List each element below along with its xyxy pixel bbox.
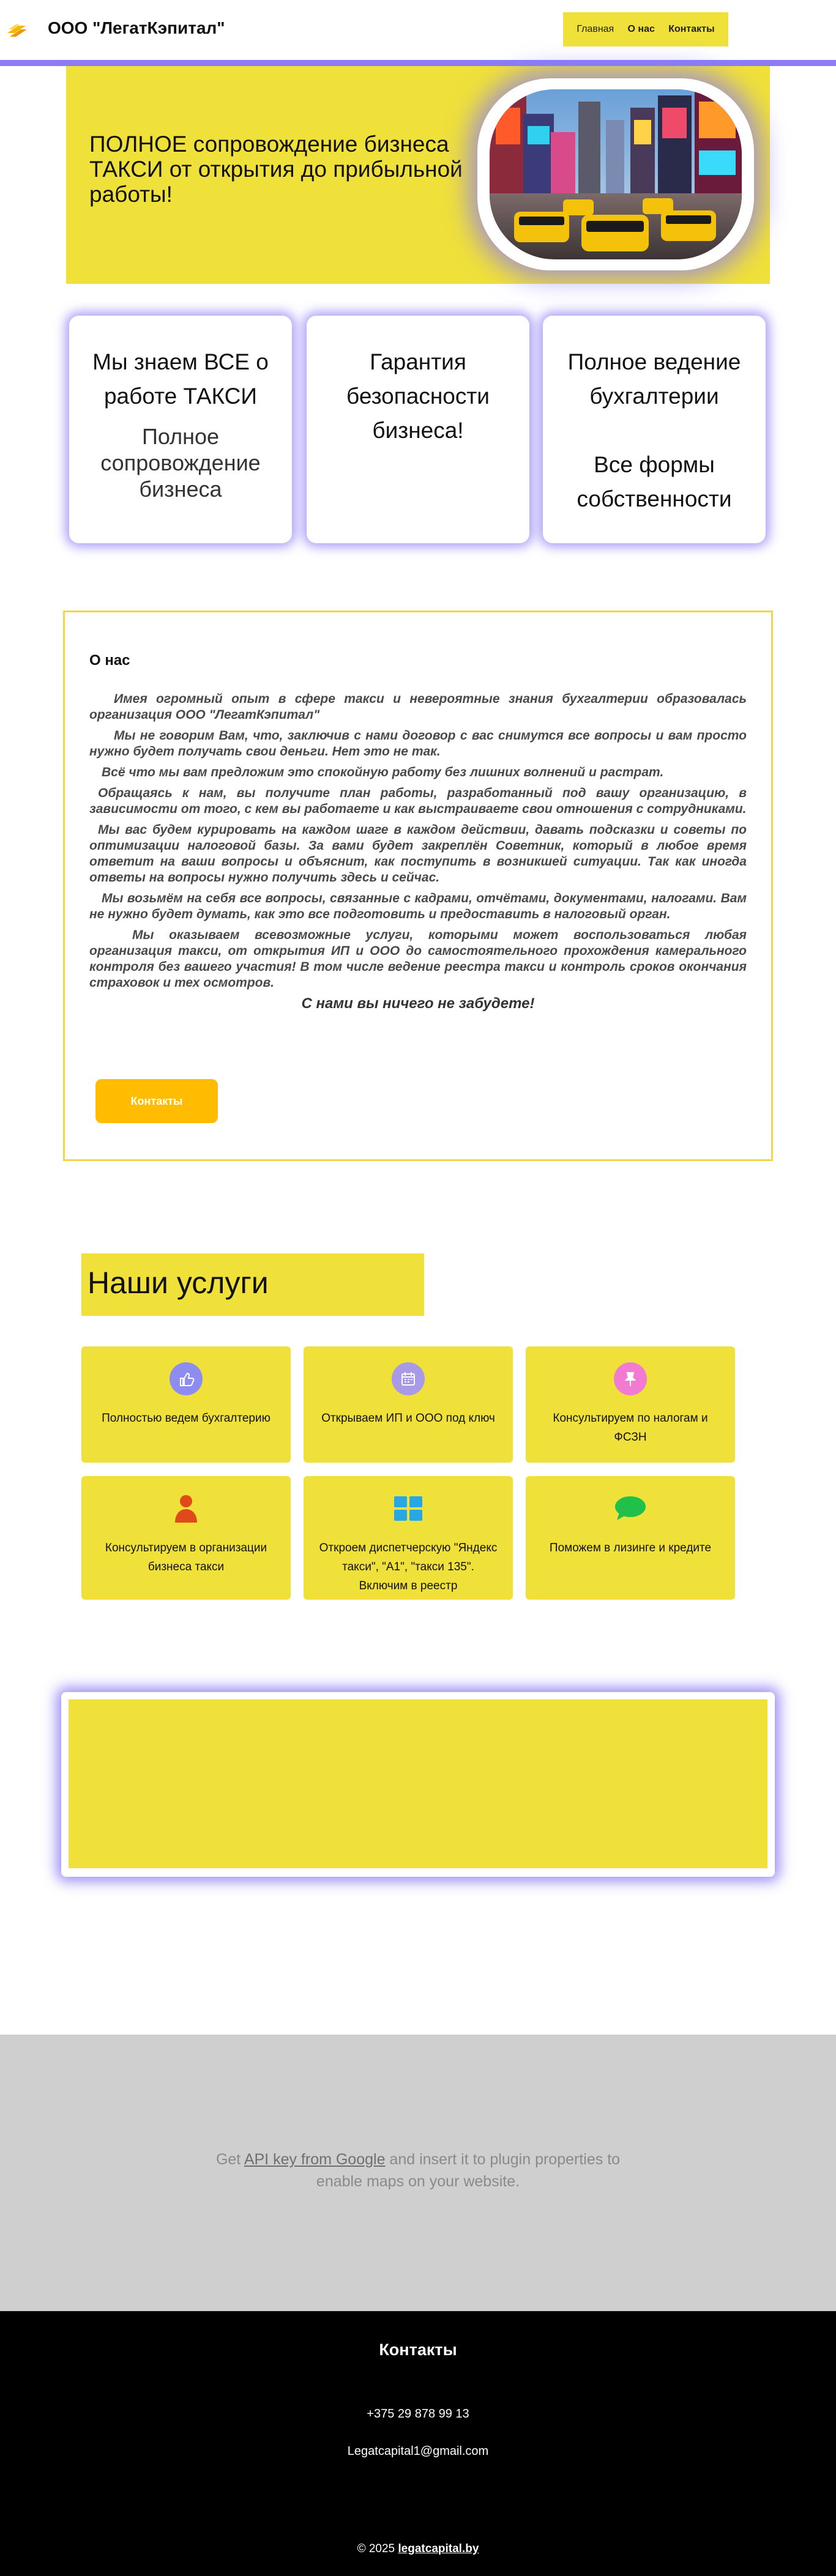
about-paragraph: Обращаясь к нам, вы получите план работы, разработанный под вашу организацию, в зависимости от того, с кем вы работаете и как выстраиваете свои отношения с сотрудниками. [89,786,747,816]
service-text: Открываем ИП и ООО под ключ [321,1412,495,1425]
service-card [526,1346,735,1463]
feature-card-security [307,316,529,543]
feature-card-line: бухгалтерии [589,384,719,409]
service-card [526,1476,735,1600]
hero-title: ПОЛНОЕ сопровождение бизнеса ТАКСИ от открытия до прибыльной работы! [89,132,463,207]
feature-card-line: работе ТАКСИ [103,384,257,409]
about-paragraph: Мы не говорим Вам, что, заключив с нами договор с вас снимутся все вопросы и вам просто нужно будет получать свои деньги. Нет это не так. [89,729,747,759]
service-card [304,1476,513,1600]
contacts-button[interactable]: Контакты [95,1079,218,1123]
service-card [81,1476,291,1600]
nav-contacts[interactable]: Контакты [668,24,715,34]
about-paragraph: Мы вас будем курировать на каждом шаге в каждом действии, давать подсказки и советы по оптимизации налоговой базы. За вами будет закреплён Советник, который в любое время ответит на ваши вопросы и объяснит, как поступить в возникшей ситуации. Так как иногда ответы на вопросы нужно получить здесь и сейчас. [89,823,747,885]
about-paragraph: Мы возьмём на себя все вопросы, связанные с кадрами, отчётами, документами, налогами. Вам не нужно будет думать, как это все подготовить и предоставить в налоговый орган. [89,891,747,921]
thumbs-up-icon [170,1362,203,1395]
nav-about[interactable]: О нас [627,24,655,34]
about-text [89,691,747,1017]
logo-icon[interactable] [6,21,28,38]
user-icon [170,1492,203,1525]
about-closing: С нами вы ничего не забудете! [301,995,535,1012]
service-card [81,1346,291,1463]
feature-card-line: Мы знаем ВСЕ о [92,349,269,374]
map-message [204,2148,632,2192]
footer-phone[interactable]: +375 29 878 99 13 [367,2407,469,2421]
nav-home[interactable]: Главная [577,24,614,34]
about-paragraph: Мы оказываем всевозможные услуги, которыми может воспользоваться любая организация такси, от открытия ИП и ООО до самостоятельного прохождения камерального контроля без вашего участия! В том числе ведение реестра такси и контроль сроков окончания страховок и тех осмотров. [89,928,747,990]
brand-name[interactable]: ООО "ЛегатКэпитал" [48,18,225,37]
grid-icon [392,1492,425,1525]
about-title: О нас [89,652,130,669]
service-card [304,1346,513,1463]
feature-card-line: Полное ведение [567,349,741,374]
copyright-text: © 2025 [357,2542,398,2555]
about-paragraph: Имея огромный опыт в сфере такси и невероятные знания бухгалтерии образовалась организация ООО "ЛегатКэпитал" [89,692,747,722]
map-message-before: Get [215,2151,244,2168]
feature-card-taxi [69,316,292,543]
media-placeholder [69,1699,767,1868]
service-text: Поможем в лизинге и кредите [549,1542,712,1554]
map-message-after: and insert it to plugin properties to enable maps on your website. [316,2151,621,2190]
chat-icon [614,1492,647,1525]
hero-image-taxi-street [490,89,742,259]
footer-copyright [0,2542,836,2556]
feature-card-line: безопасности [346,384,490,409]
pin-icon [614,1362,647,1395]
feature-card-line: Все формы [594,452,715,477]
feature-card-line: бизнеса! [372,418,464,443]
site-link[interactable]: legatcapital.by [398,2542,479,2555]
service-text: Откроем диспетчерскую "Яндекс такси", "А1", "такси 135". Включим в реестр [319,1542,498,1592]
service-text: Консультируем в организации бизнеса такси [105,1542,267,1573]
feature-card-subtitle: Полное сопровождение бизнеса [100,424,261,502]
service-text: Консультируем по налогам и ФСЗН [553,1412,708,1444]
main-nav [563,12,728,46]
calendar-icon [392,1362,425,1395]
feature-card-line: собственности [577,486,732,511]
api-key-link[interactable]: API key from Google [244,2151,386,2168]
header-divider [0,60,836,66]
feature-card-line: Гарантия [370,349,466,374]
service-text: Полностью ведем бухгалтерию [102,1412,271,1425]
footer-title: Контакты [379,2340,457,2359]
services-title: Наши услуги [88,1266,269,1300]
about-paragraph: Всё что мы вам предложим это спокойную работу без лишних волнений и растрат. [102,765,664,779]
feature-card-accounting [543,316,766,543]
footer-email[interactable]: Legatcapital1@gmail.com [347,2444,489,2458]
